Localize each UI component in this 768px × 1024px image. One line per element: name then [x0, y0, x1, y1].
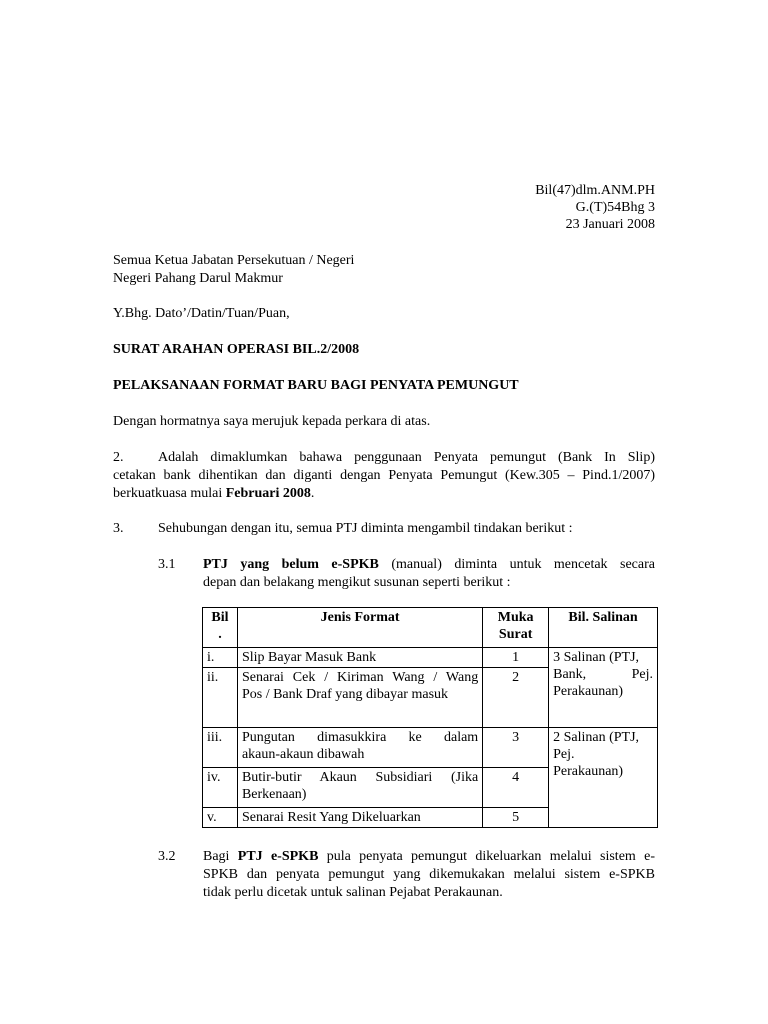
item-3-1-text: [203, 556, 655, 592]
recipient-line-2: Negeri Pahang Darul Makmur: [113, 271, 283, 286]
row-bil: iii.: [203, 728, 238, 768]
paragraph-2-line-2: cetakan bank dihentikan dan diganti dengan Penyata Pemungut (Kew.305 – Pind.1/2007): [113, 468, 655, 483]
reference-number: Bil(47)dlm.ANM.PH: [535, 183, 655, 198]
effective-date: Februari 2008: [225, 486, 311, 501]
paragraph-3-text: Sehubungan dengan itu, semua PTJ diminta mengambil tindakan berikut :: [158, 521, 573, 536]
table-row: [203, 648, 658, 668]
row-bil: iv.: [203, 768, 238, 808]
row-bil: ii.: [203, 668, 238, 728]
format-table: [202, 607, 658, 828]
row-jenis: Senarai Resit Yang Dikeluarkan: [237, 808, 482, 828]
item-3-2-text: [203, 848, 655, 902]
item-3-1-bold: PTJ yang belum e-SPKB: [203, 557, 379, 572]
salinan-group-a: 3 Salinan (PTJ, Bank, Pej. Perakaunan): [549, 648, 658, 728]
paragraph-2-line-1: Adalah dimaklumkan bahawa penggunaan Penyata pemungut (Bank In Slip): [158, 450, 655, 465]
header-bil-salinan: Bil. Salinan: [549, 608, 658, 648]
row-muka: 5: [483, 808, 549, 828]
item-3-2-line-3: tidak perlu dicetak untuk salinan Pejabat Perakaunan.: [203, 885, 503, 900]
paragraph-3-number: 3.: [113, 521, 124, 536]
letter-date: 23 Januari 2008: [565, 217, 655, 232]
paragraph-2: [113, 449, 655, 503]
paragraph-2-end: .: [310, 486, 315, 501]
intro-paragraph: Dengan hormatnya saya merujuk kepada perkara di atas.: [113, 414, 431, 429]
row-jenis: Pungutan dimasukkira ke dalam akaun-akaun dibawah: [237, 728, 482, 768]
letter-subject: PELAKSANAAN FORMAT BARU BAGI PENYATA PEMUNGUT: [113, 378, 519, 393]
row-jenis: Slip Bayar Masuk Bank: [237, 648, 482, 668]
salutation: Y.Bhg. Dato’/Datin/Tuan/Puan,: [113, 306, 290, 321]
paragraph-2-number: 2.: [113, 450, 124, 465]
file-reference: G.(T)54Bhg 3: [575, 200, 655, 215]
item-3-1-line-1: (manual) diminta untuk mencetak secara: [378, 557, 655, 572]
row-bil: v.: [203, 808, 238, 828]
header-muka-surat: Muka Surat: [483, 608, 549, 648]
header-jenis-format: Jenis Format: [237, 608, 482, 648]
table-header-row: [203, 608, 658, 648]
recipient-line-1: Semua Ketua Jabatan Persekutuan / Negeri: [113, 253, 355, 268]
row-muka: 4: [483, 768, 549, 808]
row-muka: 2: [483, 668, 549, 728]
item-3-1-line-2: depan dan belakang mengikut susunan seperti berikut :: [203, 575, 511, 590]
paragraph-2-line-3: berkuatkuasa mulai: [113, 486, 226, 501]
row-jenis: Butir-butir Akaun Subsidiari (Jika Berkenaan): [237, 768, 482, 808]
item-3-2-pre: Bagi: [203, 849, 238, 864]
salinan-group-b: 2 Salinan (PTJ, Pej. Perakaunan): [549, 728, 658, 828]
item-3-2-number: 3.2: [158, 849, 176, 864]
row-jenis: Senarai Cek / Kiriman Wang / Wang Pos / Bank Draf yang dibayar masuk: [237, 668, 482, 728]
item-3-2-line-1: pula penyata pemungut dikeluarkan melalui sistem e-: [318, 849, 655, 864]
row-bil: i.: [203, 648, 238, 668]
row-muka: 1: [483, 648, 549, 668]
item-3-1-number: 3.1: [158, 557, 176, 572]
header-bil: Bil .: [203, 608, 238, 648]
table-row: [203, 728, 658, 768]
row-muka: 3: [483, 728, 549, 768]
item-3-2-line-2: SPKB dan penyata pemungut yang dikemukakan melalui sistem e-SPKB: [203, 867, 655, 882]
letter-title: SURAT ARAHAN OPERASI BIL.2/2008: [113, 342, 360, 357]
item-3-2-bold: PTJ e-SPKB: [237, 849, 319, 864]
